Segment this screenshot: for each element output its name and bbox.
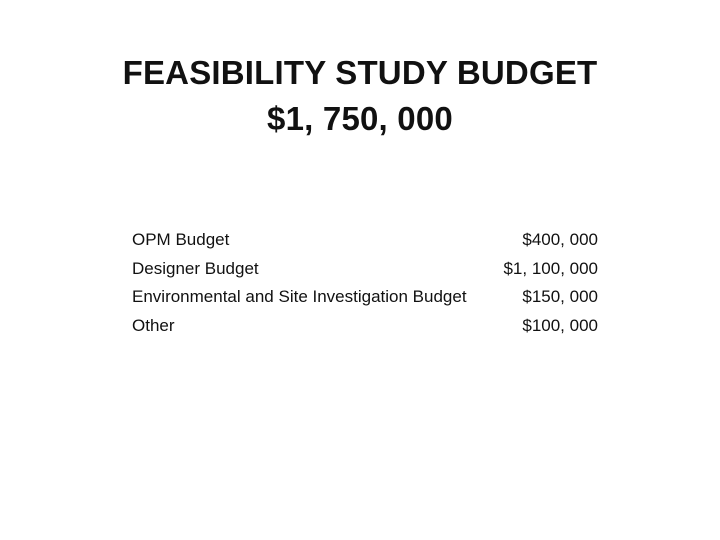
slide-title	[0, 50, 720, 142]
budget-amount: $400, 000	[522, 230, 598, 249]
budget-label: OPM Budget	[132, 230, 230, 249]
budget-label: Designer Budget	[132, 258, 259, 278]
budget-amount: $150, 000	[522, 287, 598, 306]
budget-label: Environmental and Site Investigation Budget	[132, 287, 467, 306]
budget-amount: $100, 000	[522, 315, 598, 335]
title-heading: FEASIBILITY STUDY BUDGET	[122, 54, 598, 91]
budget-row-other	[132, 312, 598, 341]
budget-list	[132, 226, 598, 340]
budget-row-designer	[132, 255, 598, 284]
budget-row-opm	[132, 226, 598, 255]
budget-amount: $1, 100, 000	[503, 258, 598, 278]
total-budget-amount: $1, 750, 000	[267, 100, 453, 137]
budget-label: Other	[132, 315, 175, 335]
budget-row-environmental	[132, 283, 598, 312]
